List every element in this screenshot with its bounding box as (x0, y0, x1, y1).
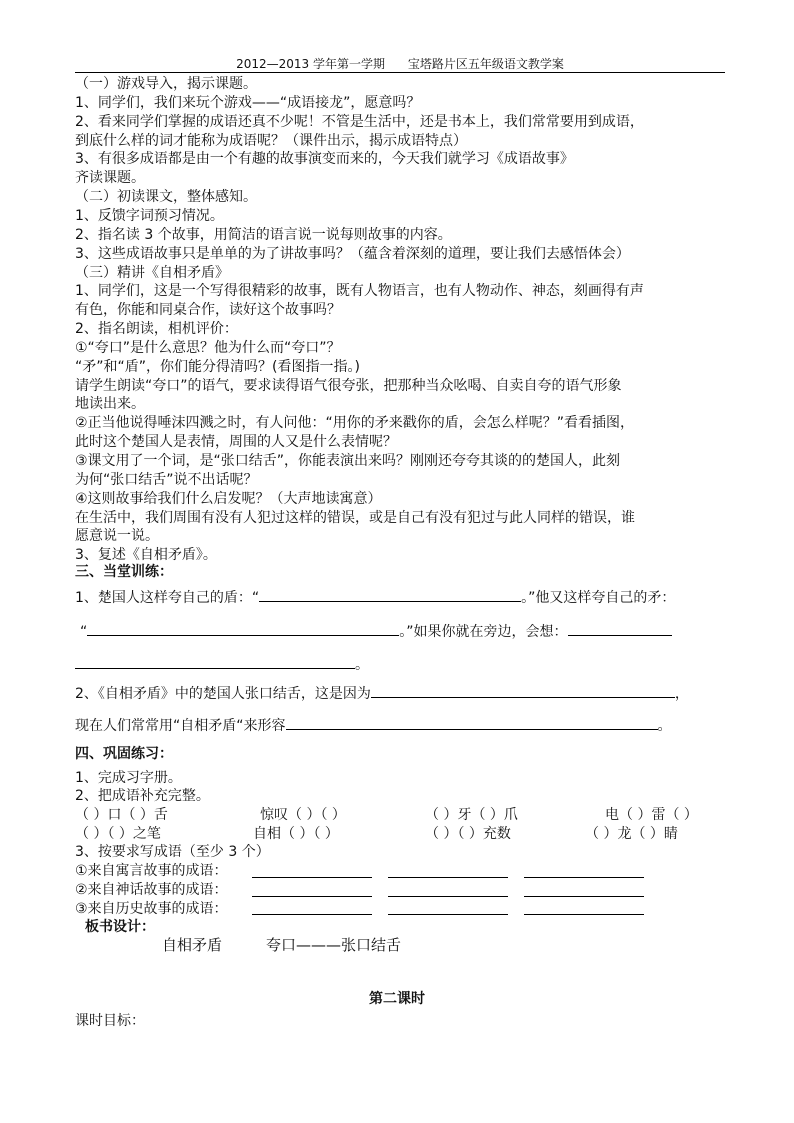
body-line: 请学生朗读“夸口”的语气，要求读得语气很夸张，把那种当众吆喝、自卖自夸的语气形象 (75, 377, 622, 394)
body-line: 3、有很多成语都是由一个有趣的故事演变而来的，今天我们就学习《成语故事》 (75, 151, 574, 168)
body-line: 2、指名朗读，相机评价： (75, 321, 238, 338)
body-line: 到底什么样的词才能称为成语呢？（课件出示，揭示成语特点） (75, 132, 467, 149)
q2-reason-blank[interactable] (371, 683, 675, 698)
body-line: 愿意说一说。 (75, 528, 159, 545)
q1-spear-blank[interactable] (87, 621, 399, 636)
body-line: “矛”和“盾”，你们能分得清吗？(看图指一指。) (75, 358, 360, 375)
q1-think: 。”如果你就在旁边，会想： (399, 624, 568, 640)
lesson2-goal: 课时目标： (75, 1013, 145, 1029)
board-left: 自相矛盾 (162, 936, 223, 954)
fable-idioms-label: ①来自寓言故事的成语： (75, 863, 228, 879)
exercise-item-3: 3、按要求写成语（至少 3 个） (75, 844, 270, 860)
body-line: 有色，你能和同桌合作，读好这个故事吗？ (75, 302, 341, 319)
body-line: 地读出来。 (75, 396, 145, 413)
exercise-item-2: 2、把成语补充完整。 (75, 788, 210, 804)
q1-line2 (80, 621, 672, 641)
q1-think-blank[interactable] (568, 621, 672, 636)
exercise-item-1: 1、完成习字册。 (75, 770, 182, 786)
idiom-cell: （ ）牙（ ）爪 (425, 807, 518, 823)
q1-quote-open: “ (80, 624, 88, 640)
idiom-cell: （ ）龙（ ）睛 (585, 826, 678, 842)
idiom-cell: 惊叹（ ）（ ） (260, 807, 346, 823)
fable-blank-3[interactable] (524, 877, 644, 878)
q2-prefix: 2、《自相矛盾》中的楚国人张口结舌，这是因为 (75, 686, 371, 702)
fable-blank-1[interactable] (252, 877, 372, 878)
page-header: 2012—2013 学年第一学期 宝塔路片区五年级语文教学案 (236, 57, 564, 71)
myth-blank-1[interactable] (252, 896, 372, 897)
q1-middle: 。”他又这样夸自己的矛： (521, 590, 676, 606)
q1-line1 (75, 587, 675, 607)
body-line: 1、同学们，我们来玩个游戏——“成语接龙”，愿意吗？ (75, 94, 421, 111)
body-line: 1、同学们，这是一个写得很精彩的故事，既有人物语言，也有人物动作、神态，刻画得有声 (75, 283, 644, 300)
q2-line1 (75, 683, 689, 703)
q2-comma: ， (674, 686, 689, 702)
body-line: 2、指名读 3 个故事，用简洁的语言说一说每则故事的内容。 (75, 226, 452, 243)
body-line: 齐读课题。 (75, 170, 145, 187)
q2-end: 。 (657, 718, 672, 734)
history-blank-2[interactable] (388, 914, 508, 915)
body-line: 2、看来同学们掌握的成语还真不少呢！不管是生活中，还是书本上，我们常常要用到成语， (75, 113, 644, 130)
q2-line2 (75, 715, 672, 735)
q2-describe-blank[interactable] (286, 715, 658, 730)
body-line: 为何“张口结舌”说不出话呢？ (75, 471, 258, 488)
body-line: （二）初读课文，整体感知。 (75, 189, 257, 206)
myth-blank-2[interactable] (388, 896, 508, 897)
q2-describe: 现在人们常常用“自相矛盾“来形容 (75, 718, 286, 734)
idiom-cell: （ ）口（ ）舌 (75, 807, 168, 823)
lesson2-title: 第二课时 (369, 991, 425, 1007)
section3-title: 三、当堂训练： (75, 564, 173, 580)
q1-think-blank-cont[interactable] (75, 654, 355, 669)
idiom-cell: 电（ ）雷（ ） (605, 807, 698, 823)
myth-idioms-label: ②来自神话故事的成语： (75, 882, 228, 898)
section4-title: 四、巩固练习： (75, 746, 173, 762)
history-idioms-label: ③来自历史故事的成语： (75, 901, 228, 917)
body-line: 1、反馈字词预习情况。 (75, 207, 224, 224)
body-line: ②正当他说得唾沫四溅之时，有人问他：“用你的矛来戳你的盾，会怎么样呢？”看看插图， (75, 415, 635, 432)
fable-blank-2[interactable] (388, 877, 508, 878)
body-line: （三）精讲《自相矛盾》 (75, 264, 229, 281)
body-line: 3、这些成语故事只是单单的为了讲故事吗？（蕴含着深刻的道理，要让我们去感悟体会） (75, 245, 630, 262)
body-line: （一）游戏导入，揭示课题。 (75, 76, 257, 92)
body-line: ④这则故事给我们什么启发呢？（大声地读寓意） (75, 490, 382, 507)
idiom-cell: （ ）（ ）之笔 (75, 826, 161, 842)
body-line: 此时这个楚国人是表情，周围的人又是什么表情呢？ (75, 434, 397, 451)
history-blank-3[interactable] (524, 914, 644, 915)
body-line: 在生活中，我们周围有没有人犯过这样的错误，或是自己有没有犯过与此人同样的错误，谁 (75, 509, 635, 526)
q1-prefix: 1、楚国人这样夸自己的盾：“ (75, 590, 260, 606)
header-rule (75, 72, 725, 73)
body-line: ③课文用了一个词，是“张口结舌”，你能表演出来吗？刚刚还夸夸其谈的的楚国人，此刻 (75, 453, 621, 469)
q1-end: 。 (355, 657, 369, 673)
history-blank-1[interactable] (252, 914, 372, 915)
q1-shield-blank[interactable] (259, 587, 521, 602)
board-right: 夸口———张口结舌 (266, 936, 402, 954)
idiom-cell: （ ）（ ）充数 (425, 826, 511, 842)
body-line: 3、复述《自相矛盾》。 (75, 547, 217, 564)
board-design-title: 板书设计： (85, 919, 155, 935)
q1-line3 (75, 654, 369, 674)
myth-blank-3[interactable] (524, 896, 644, 897)
body-line: ①“夸口”是什么意思？他为什么而“夸口”？ (75, 339, 341, 356)
idiom-cell: 自相（ ）（ ） (253, 826, 339, 842)
